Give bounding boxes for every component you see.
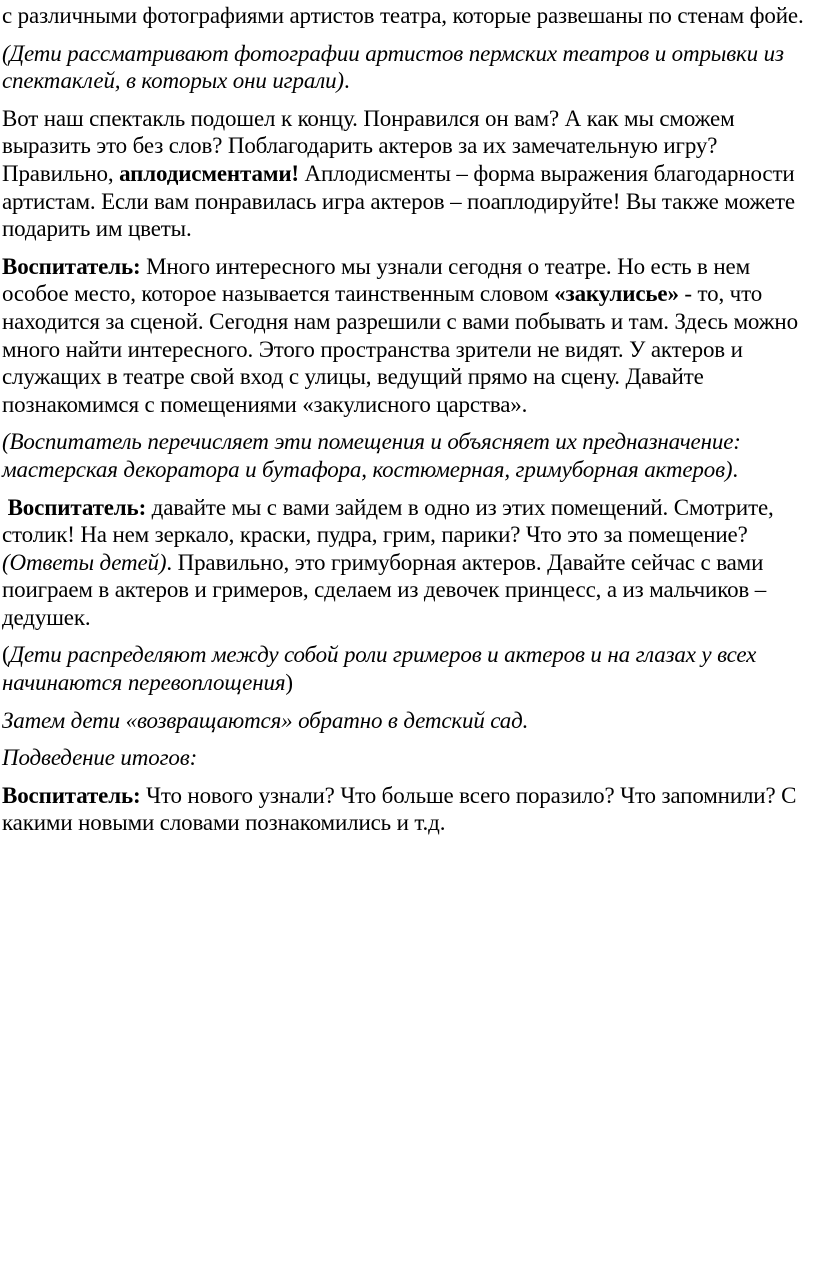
paragraph-1-text: с различными фотографиями артистов театра, которые развешаны по стенам фойе. [2, 3, 804, 28]
open-paren: ( [2, 642, 10, 668]
stage-direction-period: . [732, 456, 739, 482]
close-paren: ) [285, 670, 293, 696]
paragraph-8 [2, 707, 816, 735]
paragraph-4-text-1: Много интересного мы узнали сегодня о театре. Но есть в нем особое место, которое называется таинственным словом [2, 253, 750, 307]
summary-heading-text: Подведение итогов: [2, 745, 198, 771]
speaker-label: Воспитатель: [7, 494, 147, 520]
paragraph-6 [2, 494, 816, 632]
stage-direction-text: (Дети рассматривают фотографии артистов пермских театров и отрывки из спектаклей, в которых они играли) [2, 40, 784, 94]
paragraph-3-text-2: Аплодисменты – форма выражения благодарности артистам. Если вам понравилась игра актеров – поаплодируйте! Вы также можете подарить им цветы. [2, 160, 795, 242]
paragraph-6-text-1: давайте мы с вами зайдем в одно из этих помещений. Смотрите, столик! На нем зеркало, краски, пудра, грим, парики? Что это за помещение? [2, 494, 780, 548]
speaker-label: Воспитатель: [2, 253, 141, 279]
paragraph-10 [2, 782, 816, 837]
paragraph-3-text-1: Вот наш спектакль подошел к концу. Понравился он вам? А как мы сможем выразить это без слов? Поблагодарить актеров за их замечательную игру? Правильно, [2, 105, 735, 186]
paragraph-3 [2, 105, 816, 243]
stage-direction-period: . [343, 68, 350, 94]
paragraph-10-text: Что нового узнали? Что больше всего поразило? Что запомнили? С какими новыми словами познакомились и т.д. [2, 782, 797, 836]
paragraph-4 [2, 253, 816, 419]
stage-direction-text: Дети распределяют между собой роли гримеров и актеров и на глазах у всех начинаются перевоплощения [2, 642, 757, 696]
paragraph-6-text-2: . Правильно, это гримуборная актеров. Давайте сейчас с вами поиграем в актеров и гримеров, сделаем из девочек принцесс, а из мальчиков – дедушек. [2, 549, 772, 630]
summary-heading [2, 744, 816, 772]
applause-emphasis: аплодисментами! [119, 160, 299, 186]
paragraph-4-text-2: - то, что находится за сценой. Сегодня нам разрешили с вами побывать и там. Здесь можно много найти интересного. Этого пространства зрители не видят. У актеров и служащих в театре свой вход с улицы, ведущий прямо на сцену. Давайте познакомимся с помещениями «закулисного царства». [2, 281, 798, 417]
children-answers-note: (Ответы детей) [2, 549, 167, 575]
paragraph-8-text: Затем дети «возвращаются» обратно в детский сад. [2, 707, 529, 733]
speaker-label: Воспитатель: [2, 782, 141, 808]
backstage-emphasis: «закулисье» [554, 281, 679, 307]
stage-direction-text: (Воспитатель перечисляет эти помещения и объясняет их предназначение: мастерская декоратора и бутафора, костюмерная, гримуборная актеров) [2, 429, 741, 482]
paragraph-1 [2, 2, 816, 30]
paragraph-2-stage-direction [2, 40, 816, 95]
paragraph-7-stage-direction [2, 641, 816, 696]
paragraph-5-stage-direction [2, 428, 816, 483]
